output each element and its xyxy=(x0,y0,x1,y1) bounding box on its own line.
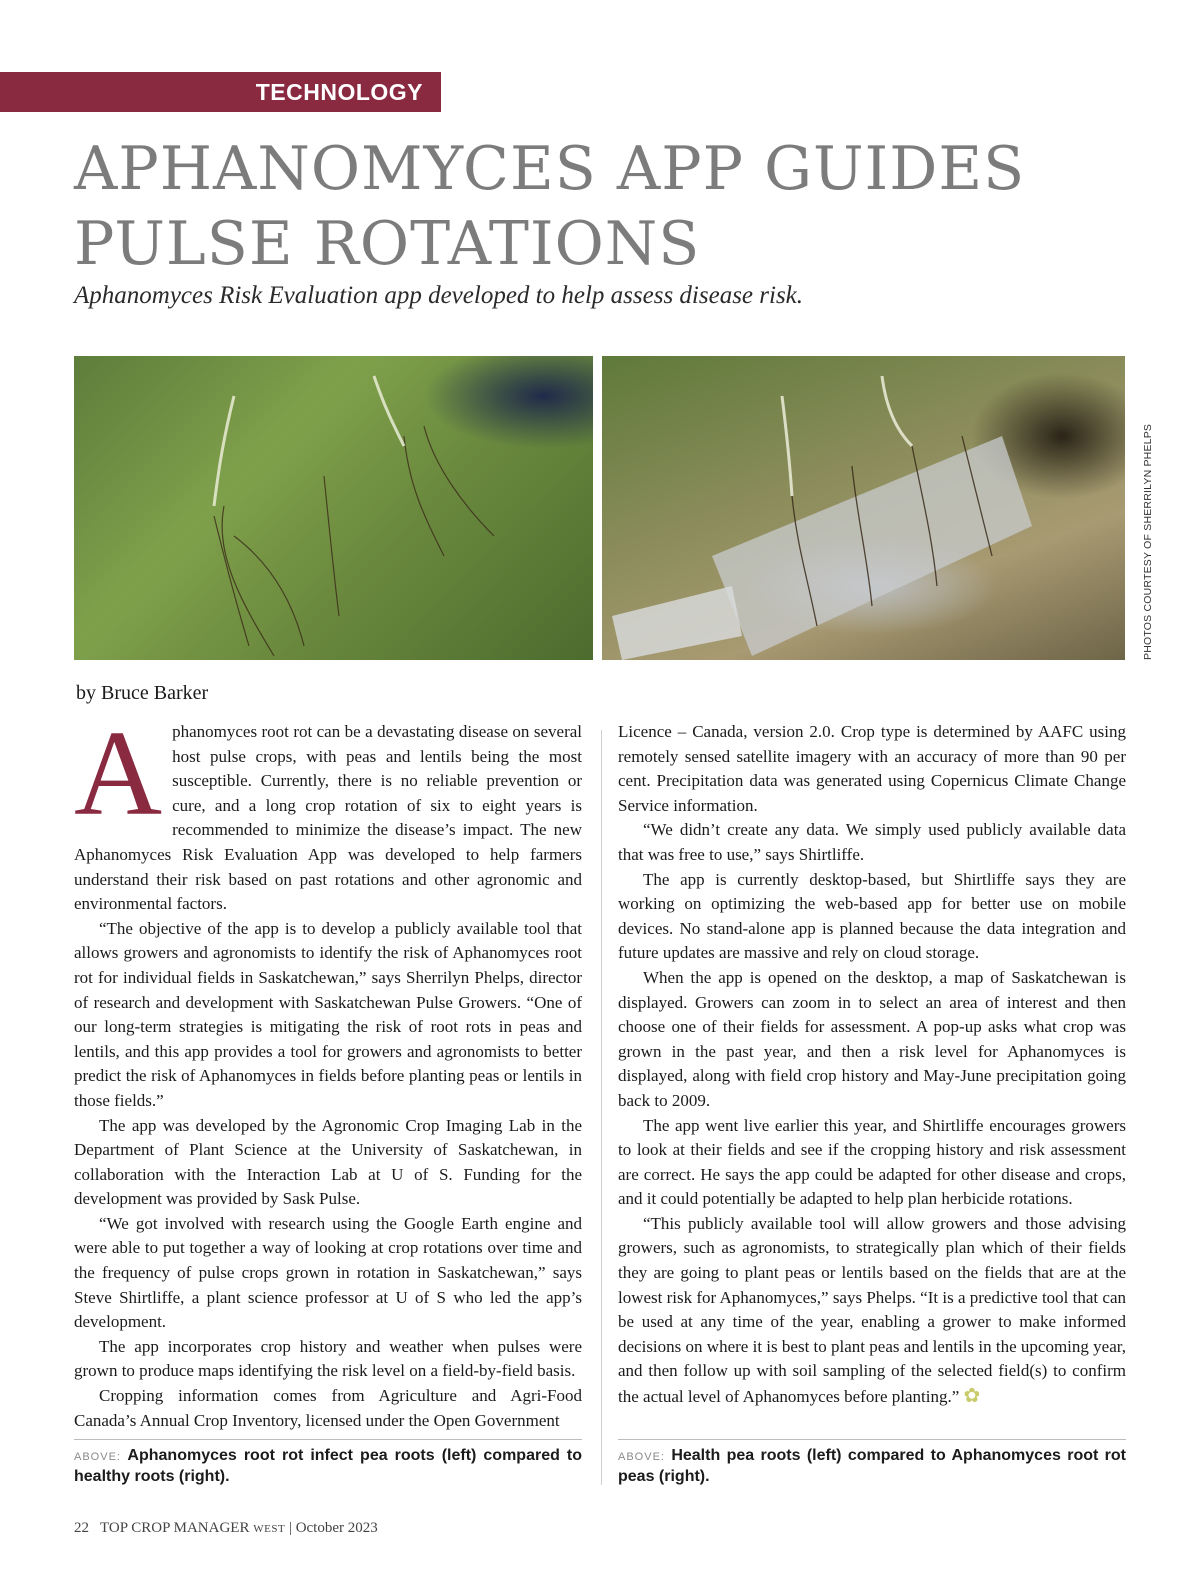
article-paragraph: Aphanomyces root rot can be a devastating disease on several host pulse crops, with peas and lentils being the most susceptible. Currently, there is no reliable prevention or cure, and a long crop rotation of six to eight years is recommended to minimize the disease’s impact. The new Aphanomyces Risk Evaluation App was developed to help farmers understand their risk based on past rotations and other agronomic and environmental factors. xyxy=(74,706,582,914)
deck: Aphanomyces Risk Evaluation app developed to help assess disease risk. xyxy=(74,282,804,309)
photo-credit: PHOTOS COURTESY OF SHERRILYN PHELPS xyxy=(1142,423,1154,660)
article-column-right xyxy=(618,720,1126,1410)
article-paragraph: “This publicly available tool will allow growers and those advising growers, such as agronomists, to strategically plan which of their fields they are going to plant peas or lentils based on the fields that are at the lowest risk for Aphanomyces,” says Phelps. “It is a predictive tool that can be used at any time of the year, enabling a grower to make informed decisions on where it is best to plant peas and lentils in the upcoming year, and then follow up with soil sampling of the selected field(s) to confirm the actual level of Aphanomyces before planting.” ✿ xyxy=(618,1213,1126,1408)
issue-date: October 2023 xyxy=(295,1520,378,1536)
caption-left xyxy=(74,1446,582,1487)
caption-label: ABOVE: xyxy=(74,1451,121,1463)
article-paragraph: Cropping information comes from Agriculture and Agri-Food Canada’s Annual Crop Inventory, licensed under the Open Government xyxy=(74,1386,582,1430)
article-paragraph: The app went live earlier this year, and Shirtliffe encourages growers to look at their fields and see if the cropping history and risk assessment are correct. He says the app could be adapted for other disease and crops, and it could potentially be adapted to help plan herbicide rotations. xyxy=(618,1115,1126,1209)
byline: by Bruce Barker xyxy=(76,682,209,704)
caption-label: ABOVE: xyxy=(618,1451,665,1463)
article-paragraph: “We got involved with research using the Google Earth engine and were able to put together a way of looking at crop rotations over time and the frequency of pulse crops grown in rotation in Saskatchewan,” says Steve Shirtliffe, a plant science professor at U of S who led the app’s development. xyxy=(74,1213,582,1332)
section-banner xyxy=(0,72,441,112)
article-column-left xyxy=(74,706,582,1433)
footer-separator: | xyxy=(288,1520,292,1536)
headline: APHANOMYCES APP GUIDES PULSE ROTATIONS xyxy=(74,134,1026,279)
article-paragraph: The app is currently desktop-based, but Shirtliffe says they are working on optimizing the web-based app for better use on mobile devices. No stand-alone app is planned because the data integration and future updates are massive and rely on cloud storage. xyxy=(618,869,1126,963)
caption-rule-left xyxy=(74,1439,582,1440)
end-mark-icon: ✿ xyxy=(963,1385,981,1408)
photo-left-roots-illustration xyxy=(74,356,593,660)
caption-text: Aphanomyces root rot infect pea roots (left) compared to healthy roots (right). xyxy=(74,1447,582,1485)
caption-right xyxy=(618,1446,1126,1487)
article-paragraph: The app incorporates crop history and weather when pulses were grown to produce maps identifying the risk level on a field-by-field basis. xyxy=(74,1336,582,1381)
article-paragraph: “We didn’t create any data. We simply used publicly available data that was free to use,” says Shirtliffe. xyxy=(618,820,1126,864)
photo-healthy-roots xyxy=(602,356,1125,660)
magazine-name: TOP CROP MANAGER xyxy=(99,1520,250,1536)
column-divider xyxy=(601,730,602,1485)
section-label: TECHNOLOGY xyxy=(255,79,423,105)
article-paragraph: When the app is opened on the desktop, a map of Saskatchewan is displayed. Growers can zoom in to select an area of interest and then choose one of their fields for assessment. A pop-up asks what crop was grown in the past year, and then a risk level for Aphanomyces is displayed, along with field crop history and May-June precipitation going back to 2009. xyxy=(618,967,1126,1110)
caption-text: Health pea roots (left) compared to Aphanomyces root rot peas (right). xyxy=(618,1447,1126,1485)
article-paragraph: The app was developed by the Agronomic Crop Imaging Lab in the Department of Plant Science at the University of Saskatchewan, in collaboration with the Interaction Lab at U of S. Funding for the development was provided by Sask Pulse. xyxy=(74,1115,582,1209)
page-number: 22 xyxy=(74,1520,89,1536)
page-footer xyxy=(74,1520,378,1537)
magazine-edition: WEST xyxy=(253,1523,286,1535)
photo-right-trowel-illustration xyxy=(602,356,1125,660)
article-paragraph: Licence – Canada, version 2.0. Crop type is determined by AAFC using remotely sensed satellite imagery with an accuracy of more than 90 per cent. Precipitation data was generated using Copernicus Climate Change Service information. xyxy=(618,722,1126,815)
article-paragraph: “The objective of the app is to develop a publicly available tool that allows growers and agronomists to identify the risk of Aphanomyces root rot for individual fields in Saskatchewan,” says Sherrilyn Phelps, director of research and development with Saskatchewan Pulse Growers. “One of our long-term strategies is mitigating the risk of root rots in peas and lentils, and this app provides a tool for growers and agronomists to better predict the risk of Aphanomyces in fields before planting peas or lentils in those fields.” xyxy=(74,918,582,1110)
photo-infected-roots xyxy=(74,356,593,660)
drop-cap: A xyxy=(74,706,163,841)
caption-rule-right xyxy=(618,1439,1126,1440)
